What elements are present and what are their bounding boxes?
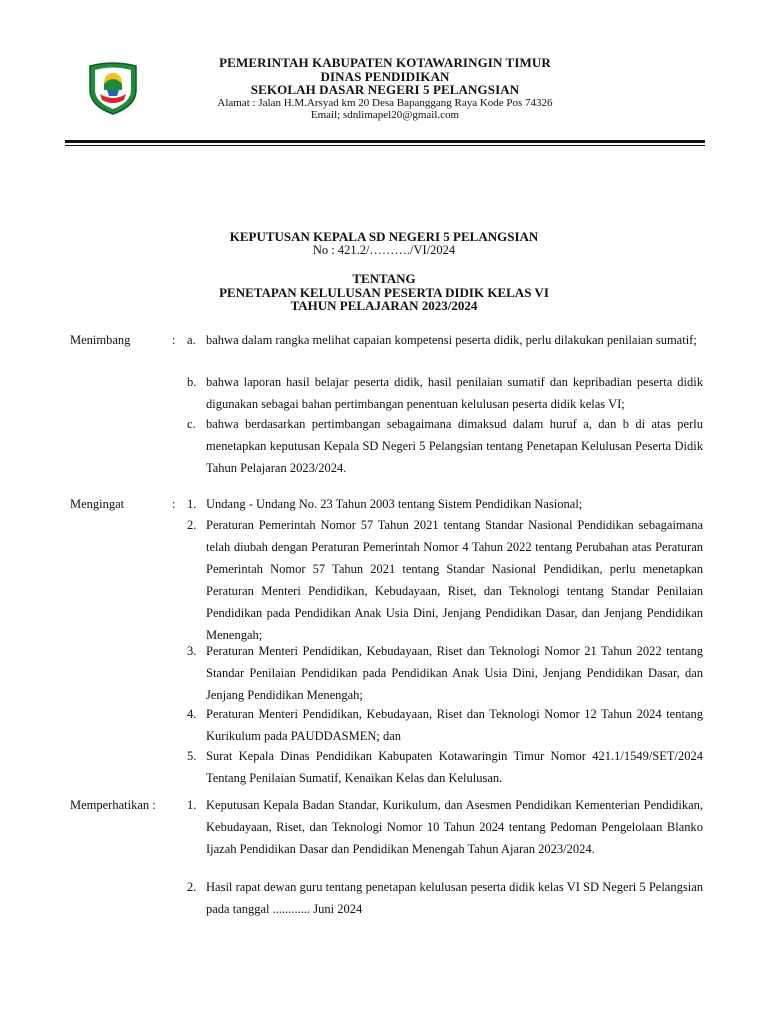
letterhead-government: PEMERINTAH KABUPATEN KOTAWARINGIN TIMUR — [219, 55, 551, 70]
letterhead-address: Alamat : Jalan H.M.Arsyad km 20 Desa Bapanggang Raya Kode Pos 74326 — [217, 96, 553, 109]
decree-subject — [0, 272, 768, 313]
decree-heading — [0, 230, 768, 257]
section-colon: : — [172, 333, 176, 347]
decree-title: KEPUTUSAN KEPALA SD NEGERI 5 PELANGSIAN — [229, 229, 539, 244]
kotawaringin-timur-regency-emblem-icon — [86, 60, 140, 116]
letterhead-divider-thin — [65, 145, 705, 146]
decree-about: TENTANG — [352, 271, 416, 286]
section-label: Mengingat — [70, 497, 125, 511]
section-label: Memperhatikan : — [70, 798, 156, 812]
letterhead-department: DINAS PENDIDIKAN — [320, 68, 450, 84]
decree-subject-line1: PENETAPAN KELULUSAN PESERTA DIDIK KELAS VI — [219, 284, 549, 300]
decree-subject-line2: TAHUN PELAJARAN 2023/2024 — [290, 298, 478, 313]
decree-number: No : 421.2/………./VI/2024 — [312, 242, 456, 257]
letterhead-school: SEKOLAH DASAR NEGERI 5 PELANGSIAN — [250, 82, 520, 97]
letterhead — [0, 56, 768, 128]
section-label: Menimbang — [70, 333, 131, 347]
letterhead-email: Email; sdnlimapel20@gmail.com — [310, 109, 460, 121]
section-colon: : — [172, 497, 176, 511]
letterhead-divider-thick — [65, 140, 705, 143]
